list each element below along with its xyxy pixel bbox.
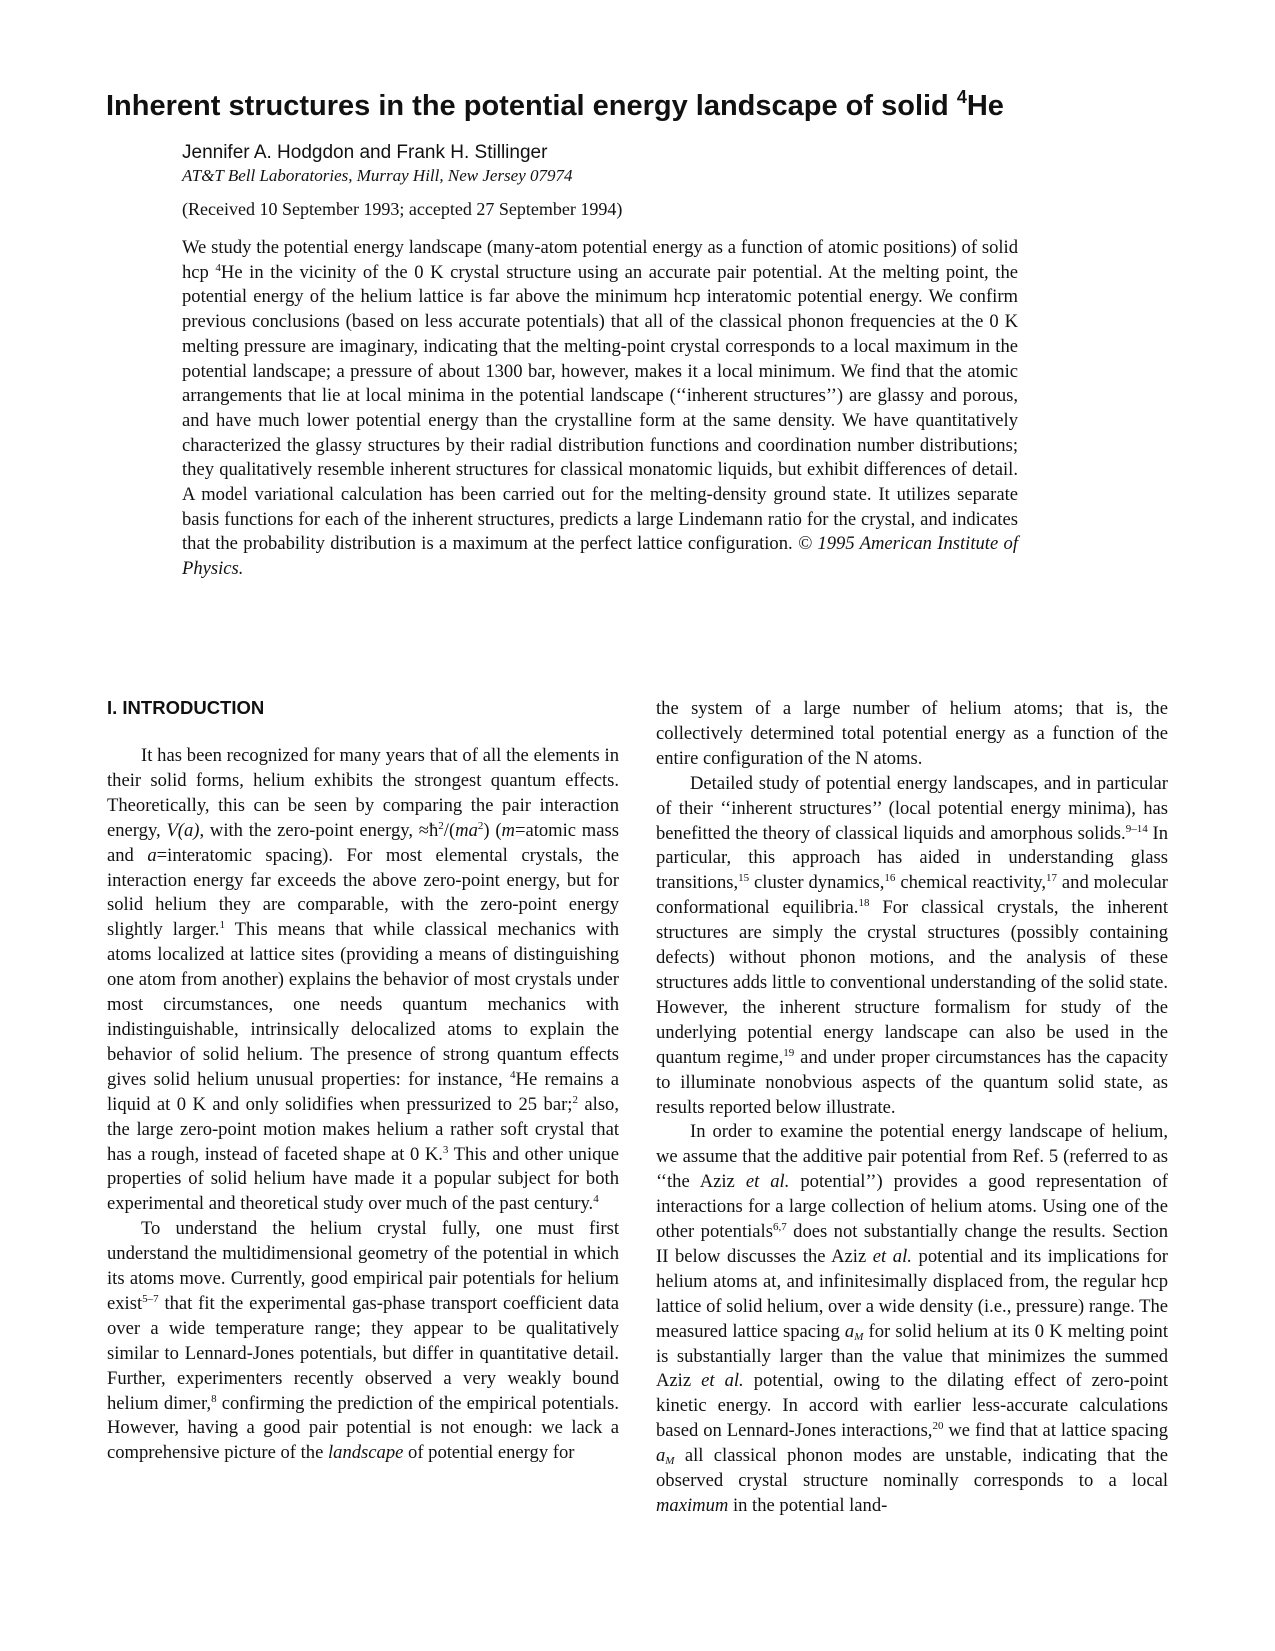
text-span: confirming the prediction of the empirical potentials. However, having a good pair potential is not enough: we lack a comprehensive picture of the [107, 1392, 619, 1464]
math-exponent: 2 [438, 819, 444, 832]
citation-ref: 8 [211, 1392, 217, 1405]
text-span: /( [443, 819, 456, 841]
text-span: potential’’) provides a good representation of interactions for a large collection of helium atoms. Using one of the other potentials [656, 1171, 1168, 1243]
citation-ref: 17 [1046, 872, 1057, 885]
right-column-body [656, 697, 1168, 1519]
text-span: It has been recognized for many years that of all the elements in their solid forms, helium exhibits the strongest quantum effects. Theoretically, this can be seen by comparing the pair interaction energy, [107, 745, 619, 841]
citation-ref: 4 [593, 1193, 599, 1206]
author-list: Jennifer A. Hodgdon and Frank H. Stillinger [182, 142, 548, 163]
citation-ref: 18 [858, 897, 870, 910]
title-element: He [966, 90, 1004, 122]
math-subscript: M [854, 1330, 864, 1343]
abstract-text-2: He in the vicinity of the 0 K crystal structure using an accurate pair potential. At the melting point, the potential energy of the helium lattice is far above the minimum hcp interatomic potential energy. We confirm previous conclusions (based on less accurate potentials) that all of the classical phonon frequencies at the 0 K melting pressure are imaginary, indicating that the melting-point crystal corresponds to a local maximum in the potential landscape; a pressure of about 1300 bar, however, makes it a local minimum. We find that the atomic arrangements that lie at local minima in the potential landscape (‘‘inherent structures’’) are glassy and porous, and have much lower potential energy than the crystalline form at the same density. We have quantitatively characterized the glassy structures by their radial distribution functions and coordination number distributions; they qualitatively resemble inherent structures for classical monatomic liquids, but exhibit differences of detail. A model variational calculation has been carried out for the melting-density ground state. It utilizes separate basis functions for each of the inherent structures, predicts a large Lindemann ratio for the crystal, and indicates that the probability distribution is a maximum at the perfect lattice configuration. [182, 261, 1018, 555]
isotope-sup: 4 [510, 1068, 516, 1081]
text-span: and molecular conformational equilibria. [656, 872, 1168, 919]
emphasis-et-al: et al. [872, 1245, 912, 1267]
text-span: all classical phonon modes are unstable, indicating that the observed crystal structure nominally corresponds to a local [656, 1445, 1168, 1492]
citation-ref: 16 [884, 872, 896, 885]
text-span: that fit the experimental gas-phase transport coefficient data over a wide temperature range; they appear to be qualitatively similar to Lennard-Jones potentials, but differ in quantitative detail. Further, experimenters recently observed a very weakly bound helium dimer, [107, 1292, 619, 1414]
emphasis-maximum: maximum [656, 1495, 729, 1516]
text-span: =atomic mass and [107, 819, 619, 866]
citation-ref: 6,7 [772, 1221, 787, 1234]
text-span: He remains a liquid at 0 K and only solidifies when pressurized to 25 bar; [107, 1068, 619, 1115]
text-span: =interatomic spacing). For most elemental crystals, the interaction energy far exceeds the above zero-point energy, but for solid helium they are comparable, with the zero-point energy slightly larger. [107, 844, 620, 941]
title-text: Inherent structures in the potential energy landscape of solid [106, 90, 949, 122]
text-span: , with the zero-point energy, ≈ħ [199, 819, 439, 841]
section-heading-introduction: I. INTRODUCTION [107, 697, 265, 718]
abstract-copyright: © 1995 American Institute of Physics. [182, 533, 1019, 580]
received-dates: (Received 10 September 1993; accepted 27 September 1994) [182, 199, 623, 219]
math-m: m [501, 819, 515, 841]
text-span: cluster dynamics, [749, 872, 885, 894]
intro-paragraph-3 [656, 772, 1168, 1121]
abstract-isotope-sup: 4 [215, 261, 221, 274]
math-exponent: 2 [477, 819, 484, 832]
affiliation: AT&T Bell Laboratories, Murray Hill, New Jersey 07974 [182, 166, 573, 185]
math-a-m: a [656, 1445, 666, 1467]
math-v-of-a: V(a) [166, 819, 200, 841]
citation-ref: 20 [932, 1420, 944, 1433]
text-span: chemical reactivity, [895, 872, 1046, 894]
text-span: also, the large zero-point motion makes helium a rather soft crystal that has a rough, instead of faceted shape at 0 K. [107, 1093, 620, 1165]
text-span: This and other unique properties of solid helium have made it a popular subject for both experimental and theoretical study over much of the past century. [107, 1143, 619, 1215]
text-span: we find that at lattice spacing [943, 1420, 1168, 1442]
abstract-text-1: We study the potential energy landscape (many-atom potential energy as a function of atomic positions) of solid hcp [182, 237, 1018, 283]
abstract [182, 236, 1018, 582]
text-span: in the potential land- [728, 1495, 888, 1516]
citation-ref: 15 [738, 872, 750, 885]
text-span: For classical crystals, the inherent structures are simply the crystal structures (possibly containing defects) without phonon motions, and the analysis of these structures adds little to conventional understanding of the solid state. However, the inherent structure formalism for study of the underlying potential energy landscape can also be used in the quantum regime, [656, 897, 1169, 1068]
text-span: Detailed study of potential energy landscapes, and in particular of their ‘‘inherent structures’’ (local potential energy minima), has benefitted the theory of classical liquids and amorphous solids. [656, 772, 1168, 844]
text-span: ) ( [483, 819, 502, 841]
text-span: for solid helium at its 0 K melting point is substantially larger than the value that minimizes the summed Aziz [656, 1320, 1168, 1392]
intro-paragraph-4 [656, 1120, 1168, 1519]
math-a-m: a [844, 1320, 855, 1342]
title-isotope-sup: 4 [956, 87, 967, 107]
left-column-body [107, 744, 619, 1466]
math-a: a [147, 844, 157, 866]
citation-ref: 2 [572, 1093, 578, 1106]
emphasis-et-al: et al. [701, 1370, 744, 1392]
text-span: does not substantially change the results. Section II below discusses the Aziz [656, 1221, 1168, 1267]
text-span: and under proper circumstances has the capacity to illuminate nonobvious aspects of the quantum solid state, as results reported below illustrate. [656, 1046, 1168, 1118]
citation-ref: 19 [783, 1046, 795, 1059]
text-span: This means that while classical mechanics with atoms localized at lattice sites (providing a means of distinguishing one atom from another) explains the behavior of most crystals under most circumstances, one needs quantum mechanics with indistinguishable, intrinsically delocalized atoms to explain the behavior of solid helium. The presence of strong quantum effects gives solid helium unusual properties: for instance, [107, 919, 619, 1090]
citation-ref: 3 [442, 1143, 449, 1156]
text-span: In order to examine the potential energy landscape of helium, we assume that the additive pair potential from Ref. 5 (referred to as ‘‘the Aziz [656, 1121, 1168, 1193]
text-span: of potential energy for [403, 1442, 575, 1464]
citation-ref: 5–7 [142, 1292, 159, 1305]
citation-ref: 1 [219, 919, 225, 932]
intro-paragraph-1 [107, 744, 619, 1217]
emphasis-et-al: et al. [745, 1171, 790, 1193]
text-span: potential, owing to the dilating effect of zero-point kinetic energy. In accord with earlier less-accurate calculations based on Lennard-Jones interactions, [656, 1370, 1168, 1442]
intro-paragraph-continued: the system of a large number of helium atoms; that is, the collectively determined total potential energy as a function of the entire configuration of the N atoms. [656, 698, 1168, 769]
emphasis-landscape: landscape [327, 1442, 404, 1464]
math-subscript: M [665, 1455, 675, 1468]
text-span: potential and its implications for helium atoms at, and infinitesimally displaced from, the regular hcp lattice of solid helium, over a wide density (i.e., pressure) range. The measured lattice spacing [656, 1245, 1168, 1342]
citation-ref: 9–14 [1125, 822, 1148, 835]
math-ma: ma [455, 819, 478, 841]
text-span: In particular, this approach has aided in understanding glass transitions, [656, 822, 1169, 894]
text-span: To understand the helium crystal fully, one must first understand the multidimensional geometry of the potential in which its atoms move. Currently, good empirical pair potentials for helium exist [107, 1218, 619, 1314]
intro-paragraph-2 [107, 1217, 619, 1466]
paper-title [106, 88, 1106, 124]
